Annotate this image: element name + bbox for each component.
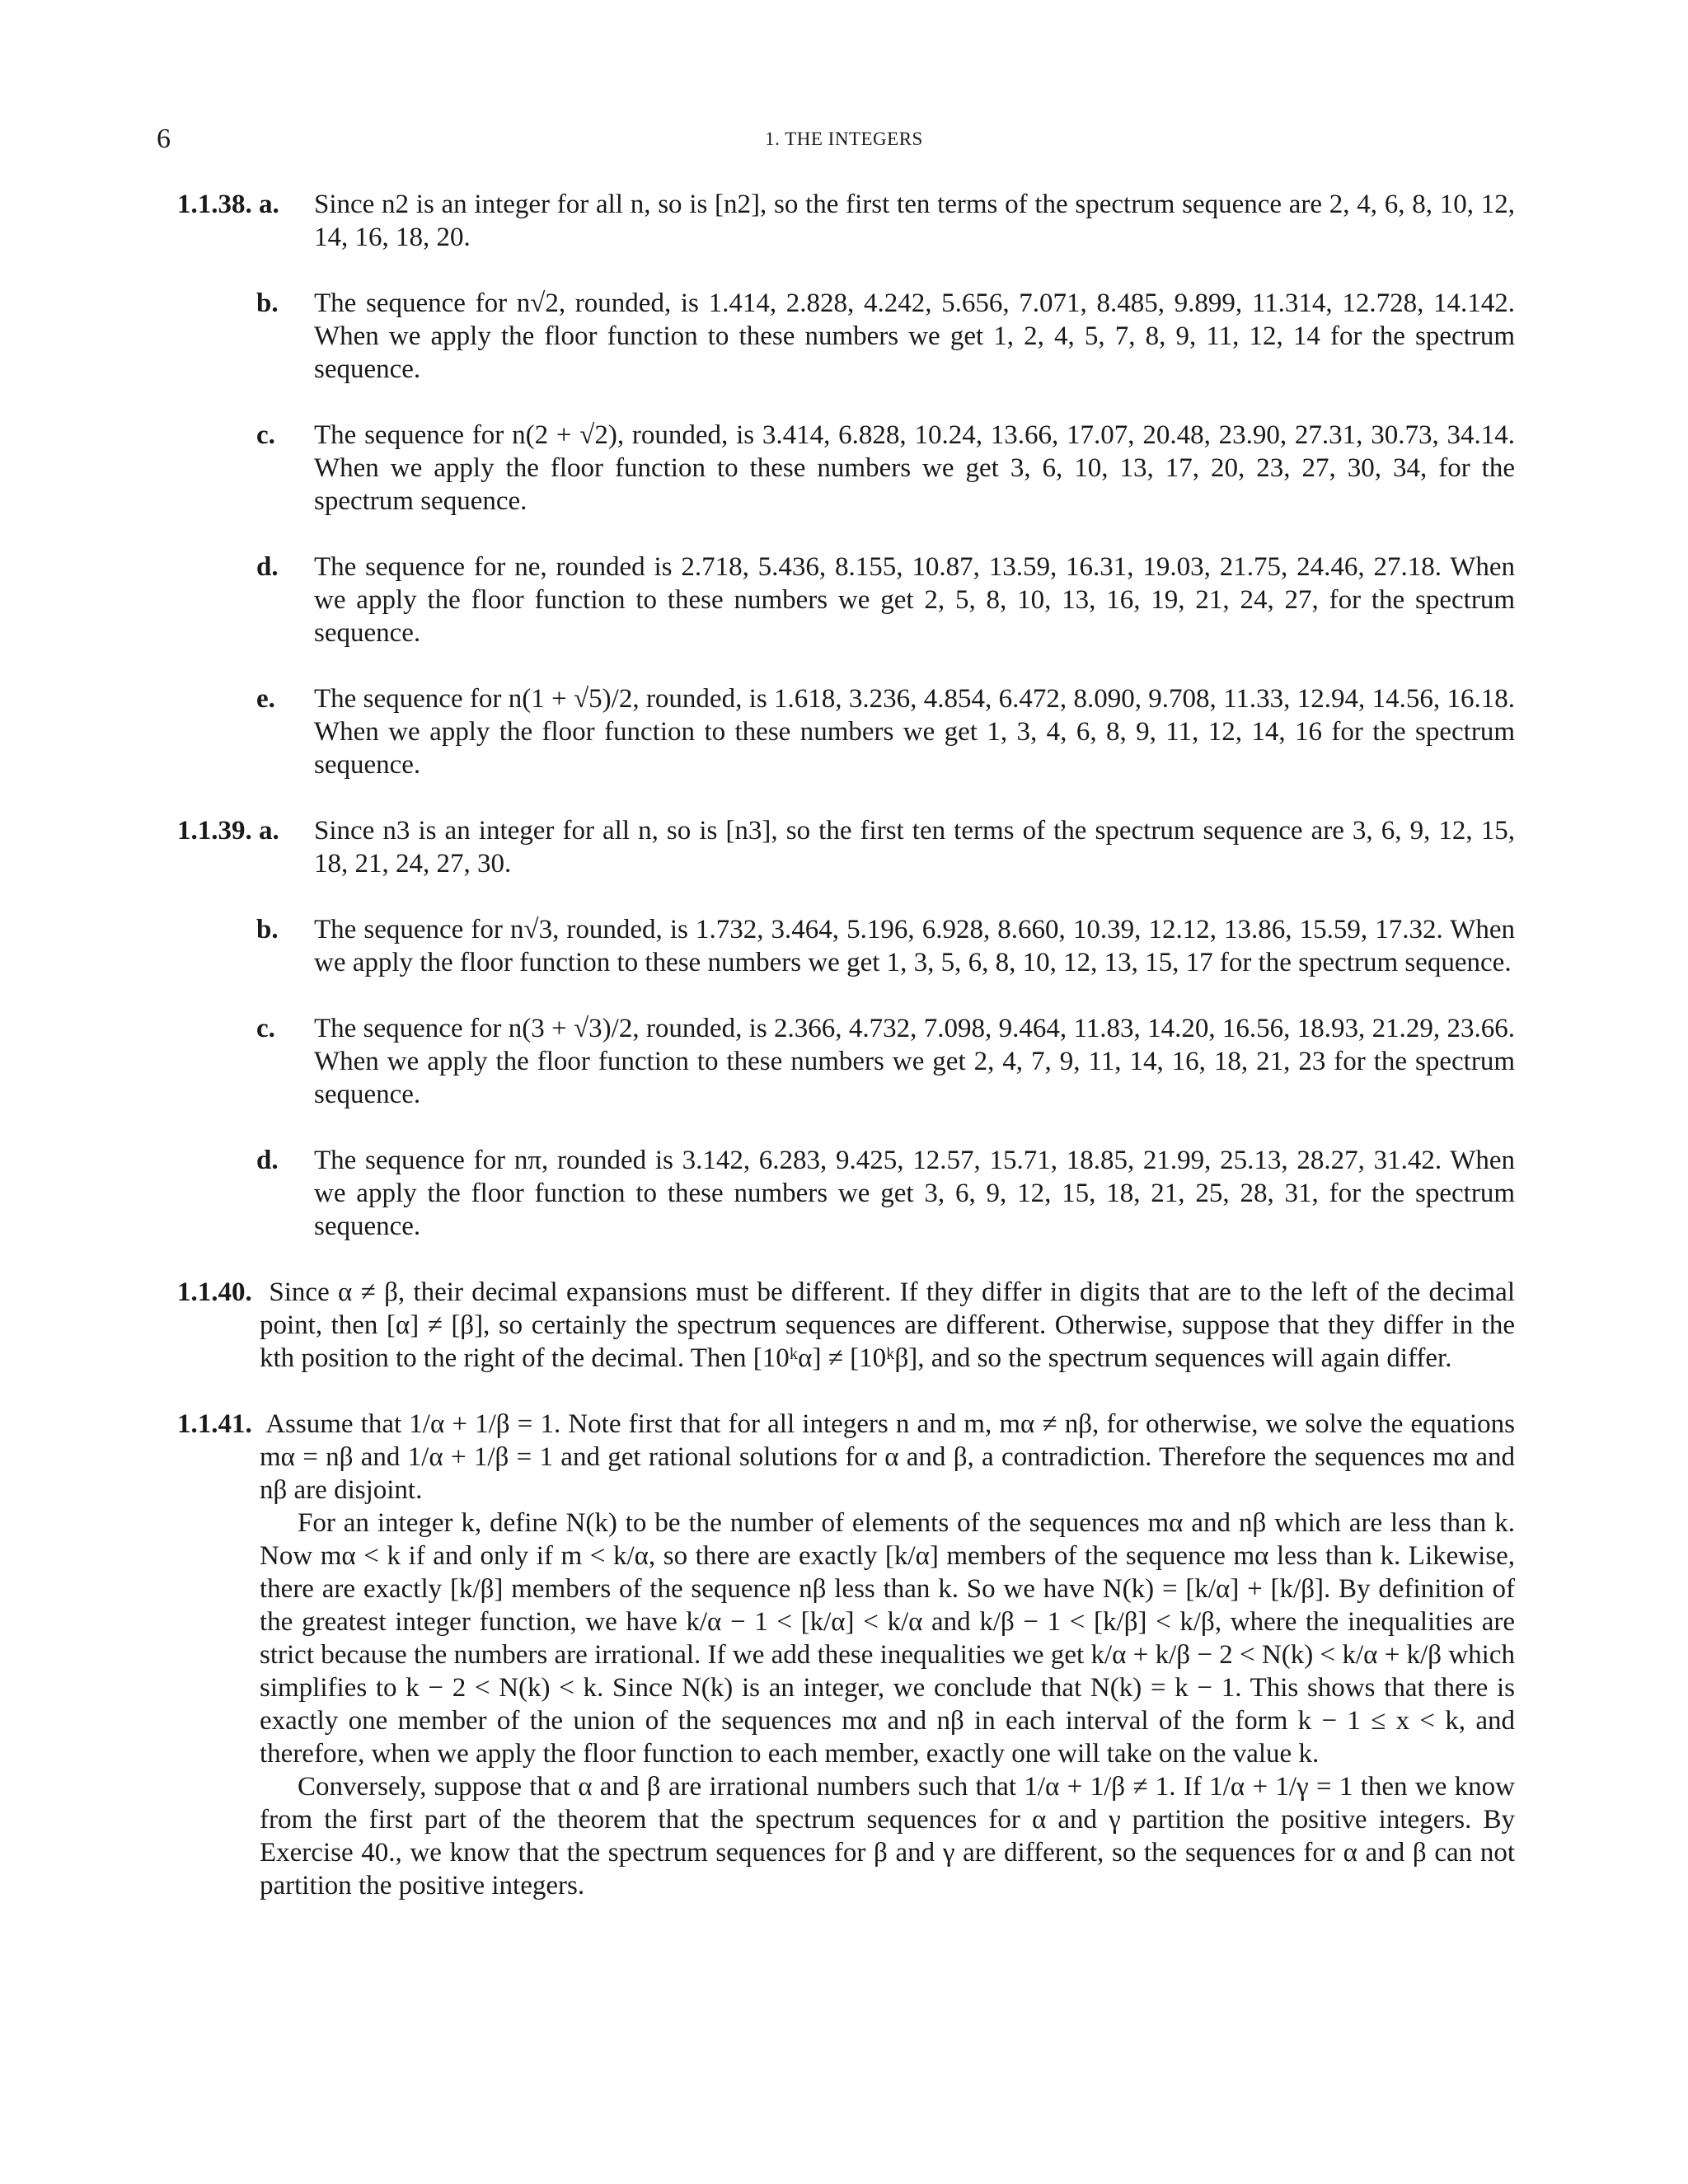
part-text: The sequence for n√3, rounded, is 1.732, 3.464, 5.196, 6.928, 8.660, 10.39, 12.12, 13.86, 15.59, 17.32. When we apply the floor function to these numbers we get 1, 3, 5, 6, 8, 10, 12, 13, 15, 17 for the spectrum sequence. (314, 915, 1515, 977)
solution-number: 1.1.40. (177, 1277, 252, 1307)
solution-1-1-38-c (177, 419, 1515, 518)
part-text: Since n2 is an integer for all n, so is [n2], so the first ten terms of the spectrum sequence are 2, 4, 6, 8, 10, 12, 14, 16, 18, 20. (314, 190, 1515, 252)
part-letter: b. (256, 288, 279, 318)
solution-paragraph-3: Conversely, suppose that α and β are irrational numbers such that 1/α + 1/β ≠ 1. If 1/α + 1/γ = 1 then we know from the first part of the theorem that the spectrum sequences for α and γ partition the positive integers. By Exercise 40., we know that the spectrum sequences for β and γ are different, so the sequences for α and β can not partition the positive integers. (260, 1772, 1515, 1900)
part-letter: a. (259, 816, 279, 846)
part-text: The sequence for ne, rounded is 2.718, 5.436, 8.155, 10.87, 13.59, 16.31, 19.03, 21.75, 24.46, 27.18. When we apply the floor function to these numbers we get 2, 5, 8, 10, 13, 16, 19, 21, 24, 27, for the spectrum sequence. (314, 552, 1515, 648)
page-body (177, 188, 1515, 1902)
solution-1-1-39-d (177, 1144, 1515, 1243)
solution-1-1-39 (177, 814, 1515, 1243)
solution-number: 1.1.41. (177, 1409, 252, 1439)
solution-paragraph-2: For an integer k, define N(k) to be the number of elements of the sequences mα and nβ which are less than k. Now mα < k if and only if m < k/α, so there are exactly [k/α] members of the sequence mα less than k. Likewise, there are exactly [k/β] members of the sequence nβ less than k. So we have N(k) = [k/α] + [k/β]. By definition of the greatest integer function, we have k/α − 1 < [k/α] < k/α and k/β − 1 < [k/β] < k/β, where the inequalities are strict because the numbers are irrational. If we add these inequalities we get k/α + k/β − 2 < N(k) < k/α + k/β which simplifies to k − 2 < N(k) < k. Since N(k) is an integer, we conclude that N(k) = k − 1. This shows that there is exactly one member of the union of the sequences mα and nβ in each interval of the form k − 1 ≤ x < k, and therefore, when we apply the floor function to each member, exactly one will take on the value k. (260, 1508, 1515, 1769)
solution-1-1-38-b (177, 287, 1515, 386)
part-text: The sequence for n√2, rounded, is 1.414, 2.828, 4.242, 5.656, 7.071, 8.485, 9.899, 11.314, 12.728, 14.142. When we apply the floor function to these numbers we get 1, 2, 4, 5, 7, 8, 9, 11, 12, 14 for the spectrum sequence. (314, 288, 1515, 384)
solution-1-1-41 (177, 1408, 1515, 1507)
solution-1-1-38-e (177, 682, 1515, 781)
part-letter: d. (256, 1146, 279, 1175)
solution-number: 1.1.38. (177, 190, 252, 219)
part-letter: e. (256, 684, 275, 714)
part-letter: c. (256, 1014, 275, 1043)
part-text: The sequence for n(3 + √3)/2, rounded, is 2.366, 4.732, 7.098, 9.464, 11.83, 14.20, 16.56, 18.93, 21.29, 23.66. When we apply the floor function to these numbers we get 2, 4, 7, 9, 11, 14, 16, 18, 21, 23 for the spectrum sequence. (314, 1014, 1515, 1109)
solution-text: Since α ≠ β, their decimal expansions must be different. If they differ in digits that are to the left of the decimal point, then [α] ≠ [β], so certainly the spectrum sequences are different. Otherwise, suppose that they differ in the kth position to the right of the decimal. Then [10ᵏα] ≠ [10ᵏβ], and so the spectrum sequences will again differ. (260, 1277, 1515, 1373)
part-letter: a. (259, 190, 279, 219)
part-letter: c. (256, 420, 275, 450)
solution-paragraph-1: Assume that 1/α + 1/β = 1. Note first that for all integers n and m, mα ≠ nβ, for otherwise, we solve the equations mα = nβ and 1/α + 1/β = 1 and get rational solutions for α and β, a contradiction. Therefore the sequences mα and nβ are disjoint. (260, 1409, 1515, 1505)
page-number: 6 (157, 124, 171, 154)
solution-1-1-38-d (177, 551, 1515, 649)
solution-number: 1.1.39. (177, 816, 252, 846)
solution-1-1-38 (177, 188, 1515, 781)
running-title: 1. THE INTEGERS (765, 129, 923, 149)
part-text: The sequence for n(2 + √2), rounded, is 3.414, 6.828, 10.24, 13.66, 17.07, 20.48, 23.90, 27.31, 30.73, 34.14. When we apply the floor function to these numbers we get 3, 6, 10, 13, 17, 20, 23, 27, 30, 34, for the spectrum sequence. (314, 420, 1515, 516)
solution-1-1-40 (177, 1276, 1515, 1375)
part-text: Since n3 is an integer for all n, so is [n3], so the first ten terms of the spectrum sequence are 3, 6, 9, 12, 15, 18, 21, 24, 27, 30. (314, 816, 1515, 879)
solution-1-1-39-b (177, 913, 1515, 979)
solution-1-1-39-c (177, 1012, 1515, 1111)
part-letter: b. (256, 915, 279, 944)
part-letter: d. (256, 552, 279, 582)
solution-1-1-39-a (177, 814, 1515, 880)
part-text: The sequence for nπ, rounded is 3.142, 6.283, 9.425, 12.57, 15.71, 18.85, 21.99, 25.13, 28.27, 31.42. When we apply the floor function to these numbers we get 3, 6, 9, 12, 15, 18, 21, 25, 28, 31, for the spectrum sequence. (314, 1146, 1515, 1241)
part-text: The sequence for n(1 + √5)/2, rounded, is 1.618, 3.236, 4.854, 6.472, 8.090, 9.708, 11.33, 12.94, 14.56, 16.18. When we apply the floor function to these numbers we get 1, 3, 4, 6, 8, 9, 11, 12, 14, 16 for the spectrum sequence. (314, 684, 1515, 780)
solution-1-1-38-a (177, 188, 1515, 254)
